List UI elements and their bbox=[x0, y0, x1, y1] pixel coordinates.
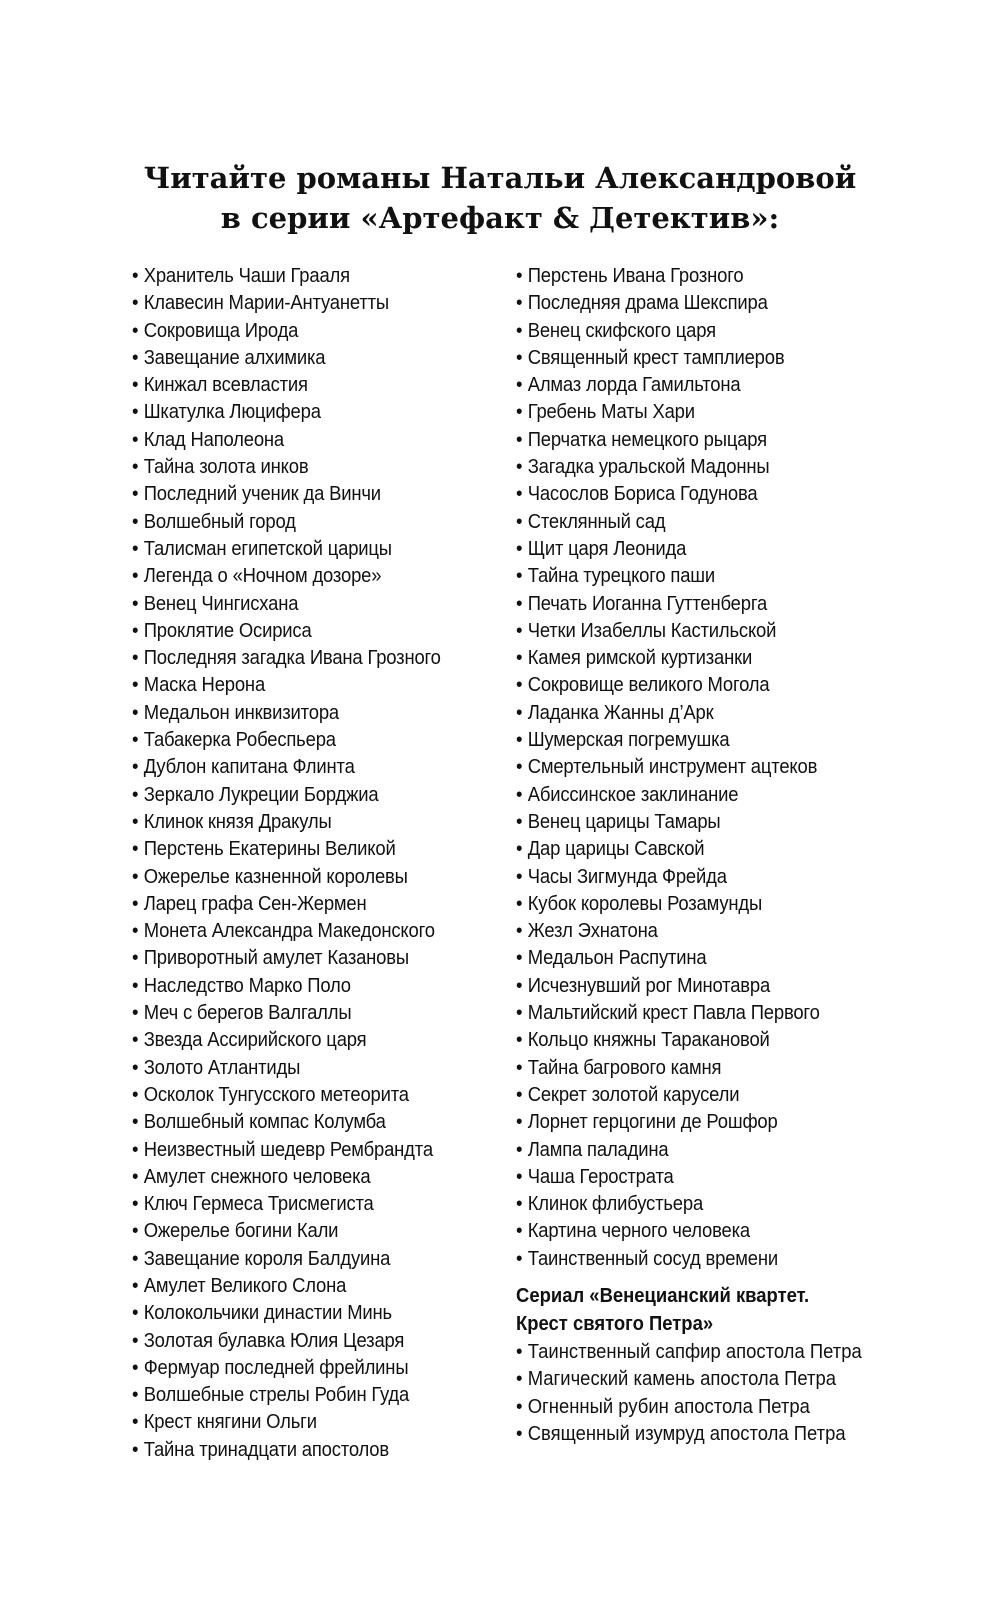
book-title: • Чаша Герострата bbox=[516, 1163, 876, 1190]
book-title: • Стеклянный сад bbox=[516, 508, 876, 535]
heading-line-2: в серии «Артефакт & Детектив»: bbox=[220, 201, 780, 235]
book-title: • Дар царицы Савской bbox=[516, 835, 876, 862]
book-title: • Ключ Гермеса Трисмегиста bbox=[132, 1190, 465, 1217]
book-title: • Легенда о «Ночном дозоре» bbox=[132, 562, 465, 589]
book-title: • Венец царицы Тамары bbox=[516, 808, 876, 835]
book-title: • Крест княгини Ольги bbox=[132, 1408, 465, 1435]
left-book-list bbox=[132, 262, 502, 1463]
book-title: • Секрет золотой карусели bbox=[516, 1081, 876, 1108]
book-title: • Кольцо княжны Таракановой bbox=[516, 1026, 876, 1053]
book-title: • Маска Нерона bbox=[132, 671, 465, 698]
book-title: • Печать Иоганна Гуттенберга bbox=[516, 590, 876, 617]
book-title: • Звезда Ассирийского царя bbox=[132, 1026, 465, 1053]
book-title: • Ожерелье богини Кали bbox=[132, 1217, 465, 1244]
book-title: • Огненный рубин апостола Петра bbox=[516, 1393, 912, 1420]
book-title: • Клинок князя Дракулы bbox=[132, 808, 465, 835]
book-title: • Кубок королевы Розамунды bbox=[516, 890, 876, 917]
book-title: • Мальтийский крест Павла Первого bbox=[516, 999, 876, 1026]
serial-title-line-1: Сериал «Венецианский квартет. bbox=[516, 1284, 810, 1307]
book-title: • Исчезнувший рог Минотавра bbox=[516, 972, 876, 999]
book-title: • Лампа паладина bbox=[516, 1136, 876, 1163]
heading-line-1: Читайте романы Натальи Александровой bbox=[143, 161, 857, 195]
book-title: • Табакерка Робеспьера bbox=[132, 726, 465, 753]
book-title: • Наследство Марко Поло bbox=[132, 972, 465, 999]
book-title: • Последний ученик да Винчи bbox=[132, 480, 465, 507]
book-title: • Проклятие Осириса bbox=[132, 617, 465, 644]
book-title: • Таинственный сосуд времени bbox=[516, 1245, 876, 1272]
book-title: • Часослов Бориса Годунова bbox=[516, 480, 876, 507]
book-title: • Картина черного человека bbox=[516, 1217, 876, 1244]
book-title: • Хранитель Чаши Грааля bbox=[132, 262, 465, 289]
book-title: • Лорнет герцогини де Рошфор bbox=[516, 1108, 876, 1135]
book-title: • Приворотный амулет Казановы bbox=[132, 944, 465, 971]
book-title: • Меч с берегов Валгаллы bbox=[132, 999, 465, 1026]
book-title: • Золотая булавка Юлия Цезаря bbox=[132, 1327, 465, 1354]
book-title: • Тайна золота инков bbox=[132, 453, 465, 480]
book-title: • Колокольчики династии Минь bbox=[132, 1299, 465, 1326]
book-title: • Амулет Великого Слона bbox=[132, 1272, 465, 1299]
book-title: • Перстень Екатерины Великой bbox=[132, 835, 465, 862]
book-title: • Сокровище великого Могола bbox=[516, 671, 876, 698]
serial-book-list bbox=[516, 1338, 956, 1447]
book-title: • Ладанка Жанны д’Арк bbox=[516, 699, 876, 726]
book-title: • Волшебный город bbox=[132, 508, 465, 535]
book-title: • Медальон инквизитора bbox=[132, 699, 465, 726]
serial-title-line-2: Крест святого Петра» bbox=[516, 1312, 714, 1335]
book-title: • Дублон капитана Флинта bbox=[132, 753, 465, 780]
book-title: • Волшебный компас Колумба bbox=[132, 1108, 465, 1135]
book-title: • Волшебные стрелы Робин Гуда bbox=[132, 1381, 465, 1408]
book-title: • Кинжал всевластия bbox=[132, 371, 465, 398]
book-title: • Клад Наполеона bbox=[132, 426, 465, 453]
book-title: • Часы Зигмунда Фрейда bbox=[516, 863, 876, 890]
book-title: • Клинок флибустьера bbox=[516, 1190, 876, 1217]
book-title: • Четки Изабеллы Кастильской bbox=[516, 617, 876, 644]
book-title: • Священный изумруд апостола Петра bbox=[516, 1420, 912, 1447]
book-title: • Камея римской куртизанки bbox=[516, 644, 876, 671]
book-title: • Золото Атлантиды bbox=[132, 1054, 465, 1081]
book-title: • Талисман египетской царицы bbox=[132, 535, 465, 562]
book-title: • Сокровища Ирода bbox=[132, 317, 465, 344]
book-title: • Последняя загадка Ивана Грозного bbox=[132, 644, 465, 671]
book-title: • Тайна багрового камня bbox=[516, 1054, 876, 1081]
book-title: • Клавесин Марии-Антуанетты bbox=[132, 289, 465, 316]
book-title: • Щит царя Леонида bbox=[516, 535, 876, 562]
book-title: • Гребень Маты Хари bbox=[516, 398, 876, 425]
book-title: • Жезл Эхнатона bbox=[516, 917, 876, 944]
right-book-list bbox=[516, 262, 916, 1272]
page-heading bbox=[0, 158, 1000, 238]
book-title: • Загадка уральской Мадонны bbox=[516, 453, 876, 480]
book-title: • Священный крест тамплиеров bbox=[516, 344, 876, 371]
book-title: • Медальон Распутина bbox=[516, 944, 876, 971]
book-title: • Завещание короля Балдуина bbox=[132, 1245, 465, 1272]
book-title: • Осколок Тунгусского метеорита bbox=[132, 1081, 465, 1108]
book-title: • Ларец графа Сен-Жермен bbox=[132, 890, 465, 917]
book-title: • Ожерелье казненной королевы bbox=[132, 863, 465, 890]
book-title: • Зеркало Лукреции Борджиа bbox=[132, 781, 465, 808]
book-title: • Алмаз лорда Гамильтона bbox=[516, 371, 876, 398]
book-title: • Шкатулка Люцифера bbox=[132, 398, 465, 425]
book-title: • Тайна тринадцати апостолов bbox=[132, 1436, 465, 1463]
book-title: • Венец Чингисхана bbox=[132, 590, 465, 617]
book-title: • Шумерская погремушка bbox=[516, 726, 876, 753]
book-title: • Магический камень апостола Петра bbox=[516, 1365, 912, 1392]
book-title: • Перчатка немецкого рыцаря bbox=[516, 426, 876, 453]
book-title: • Завещание алхимика bbox=[132, 344, 465, 371]
book-title: • Амулет снежного человека bbox=[132, 1163, 465, 1190]
book-title: • Фермуар последней фрейлины bbox=[132, 1354, 465, 1381]
book-title: • Тайна турецкого паши bbox=[516, 562, 876, 589]
book-title: • Монета Александра Македонского bbox=[132, 917, 465, 944]
serial-section bbox=[516, 1282, 956, 1447]
book-title: • Венец скифского царя bbox=[516, 317, 876, 344]
book-title: • Таинственный сапфир апостола Петра bbox=[516, 1338, 912, 1365]
book-title: • Последняя драма Шекспира bbox=[516, 289, 876, 316]
book-title: • Смертельный инструмент ацтеков bbox=[516, 753, 876, 780]
book-title: • Абиссинское заклинание bbox=[516, 781, 876, 808]
book-title: • Перстень Ивана Грозного bbox=[516, 262, 876, 289]
book-title: • Неизвестный шедевр Рембрандта bbox=[132, 1136, 465, 1163]
